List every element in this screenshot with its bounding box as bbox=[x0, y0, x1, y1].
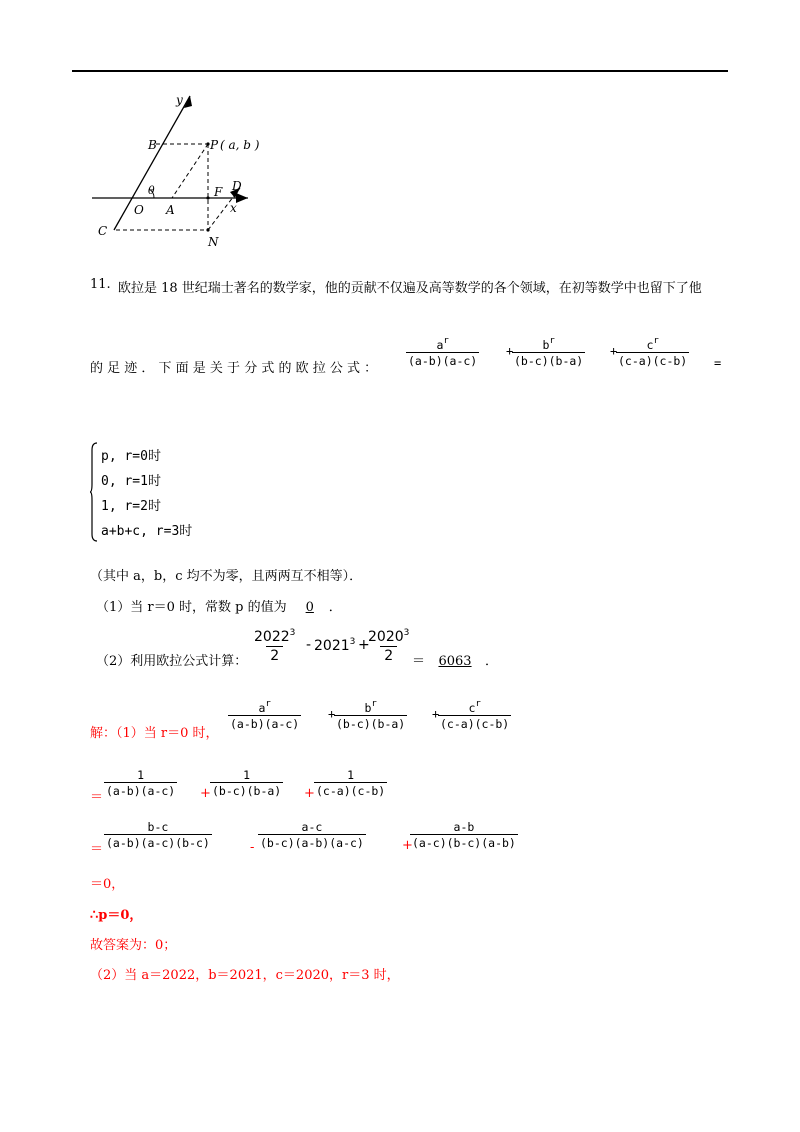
sol3-term-1: $\frac{b-c}{(a-b)(a-c)(b-c)}$ bbox=[106, 820, 210, 850]
condition-text: （其中 a，b，c 均不为零，且两两互不相等）． bbox=[90, 569, 363, 584]
formula-t2-exp: r bbox=[549, 336, 555, 346]
label-F: F bbox=[214, 185, 223, 199]
label-theta: θ bbox=[148, 184, 155, 197]
y-axis-line bbox=[114, 96, 190, 230]
formula-t1-exp: r bbox=[443, 336, 449, 346]
sol3-term-2: $\frac{a-c}{(b-c)(a-b)(a-c)}$ bbox=[260, 820, 364, 850]
q2-f1-exp: 3 bbox=[289, 628, 296, 638]
y-arrow-icon bbox=[184, 96, 192, 108]
label-x: x bbox=[230, 201, 237, 215]
label-D: D bbox=[232, 179, 242, 193]
coordinate-diagram bbox=[80, 88, 280, 258]
problem-intro-line2: 的 足 迹 ． 下 面 是 关 于 分 式 的 欧 拉 公 式 ： bbox=[90, 361, 378, 376]
label-B: B bbox=[148, 138, 157, 152]
label-O: O bbox=[134, 203, 144, 217]
sol3-eq: ＝ bbox=[90, 842, 104, 857]
q2-minus: - bbox=[306, 637, 312, 653]
formula-t3-den: (c-a)(c-b) bbox=[618, 354, 688, 368]
case-4: a+b+c, r=3时 bbox=[101, 524, 193, 539]
sol1-term-1: $\frac{a^r}{(a-b)(a-c)}$ bbox=[230, 699, 300, 731]
q2-f1-den: 2 bbox=[266, 646, 283, 665]
label-N: N bbox=[208, 235, 219, 249]
q2-suffix: ． bbox=[485, 654, 499, 669]
sol1-term-2: $\frac{b^r}{(b-c)(b-a)}$ bbox=[336, 699, 406, 731]
sol-line7: （2）当 a＝2022，b＝2021，c＝2020，r＝3 时， bbox=[90, 968, 400, 983]
q2-frac-1 bbox=[250, 624, 299, 665]
sol1-plus-2: + bbox=[432, 707, 440, 721]
sol1-term-3: $\frac{c^r}{(c-a)(c-b)}$ bbox=[440, 699, 510, 731]
formula-term-1 bbox=[406, 334, 479, 368]
label-A: A bbox=[166, 203, 175, 217]
sol-line6: 故答案为：0； bbox=[90, 938, 177, 953]
q2-frac-2 bbox=[364, 624, 413, 665]
q2-plus: + bbox=[358, 637, 370, 653]
q2-answer-line bbox=[412, 650, 498, 669]
formula-t2-den: (b-c)(b-a) bbox=[514, 354, 584, 368]
q2-prefix: （2）利用欧拉公式计算： bbox=[96, 654, 248, 669]
formula-plus-1: + bbox=[506, 344, 514, 358]
q2-f2-exp: 3 bbox=[403, 628, 410, 638]
label-P: P bbox=[210, 138, 219, 152]
q2-equals: ＝ bbox=[412, 654, 426, 669]
q2-answer: 6063 bbox=[438, 654, 472, 669]
sol1-plus-1: + bbox=[328, 707, 336, 721]
sol2-term-2: $\frac{1}{(b-c)(b-a)}$ bbox=[212, 768, 282, 798]
label-y: y bbox=[176, 93, 183, 107]
sol3-minus: - bbox=[250, 840, 255, 855]
case-2: 0, r=1时 bbox=[101, 474, 161, 489]
formula-plus-2: + bbox=[610, 344, 618, 358]
case-1: p, r=0时 bbox=[101, 449, 161, 464]
q2-f1-num: 2022 bbox=[254, 629, 290, 645]
label-P-coords: ( a, b ) bbox=[220, 138, 260, 152]
formula-t3-exp: r bbox=[653, 336, 659, 346]
sol2-term-3: $\frac{1}{(c-a)(c-b)}$ bbox=[316, 768, 386, 798]
formula-t2-num: b bbox=[542, 338, 550, 352]
formula-t3-num: c bbox=[646, 338, 654, 352]
sol3-plus: + bbox=[402, 838, 413, 853]
formula-t1-den: (a-b)(a-c) bbox=[408, 354, 478, 368]
sol-line4: ＝0， bbox=[90, 877, 125, 892]
header-rule bbox=[72, 70, 728, 72]
sol2-plus-2: + bbox=[304, 786, 315, 801]
sol-line5: ∴p＝0， bbox=[90, 908, 143, 923]
sol2-eq: ＝ bbox=[90, 790, 104, 805]
solution-intro: 解：（1）当 r＝0 时， bbox=[90, 726, 219, 741]
problem-number: 11. bbox=[90, 277, 111, 292]
formula-term-2 bbox=[512, 334, 585, 368]
sol2-term-1: $\frac{1}{(a-b)(a-c)}$ bbox=[106, 768, 176, 798]
question-1 bbox=[96, 596, 342, 615]
cases-brace bbox=[90, 442, 98, 542]
formula-t1-num: a bbox=[436, 338, 444, 352]
formula-equals: = bbox=[714, 356, 722, 370]
q2-mid: 2021$^3$ bbox=[314, 637, 356, 654]
case-3: 1, r=2时 bbox=[101, 499, 161, 514]
formula-term-3 bbox=[616, 334, 689, 368]
q1-answer: 0 bbox=[305, 600, 314, 615]
q1-suffix: ． bbox=[328, 600, 342, 615]
sol3-term-3: $\frac{a-b}{(a-c)(b-c)(a-b)}$ bbox=[412, 820, 516, 850]
q2-f2-num: 2020 bbox=[368, 629, 404, 645]
sol2-plus-1: + bbox=[200, 786, 211, 801]
problem-intro-line1: 欧拉是 18 世纪瑞士著名的数学家，他的贡献不仅遍及高等数学的各个领域，在初等数学中也留下了他 bbox=[118, 281, 702, 296]
x-arrow-icon bbox=[236, 193, 248, 203]
q2-f2-den: 2 bbox=[380, 646, 397, 665]
q1-prefix: （1）当 r＝0 时，常数 p 的值为 bbox=[96, 600, 287, 615]
label-C: C bbox=[98, 224, 108, 238]
q2-mid-exp: 3 bbox=[349, 637, 356, 647]
